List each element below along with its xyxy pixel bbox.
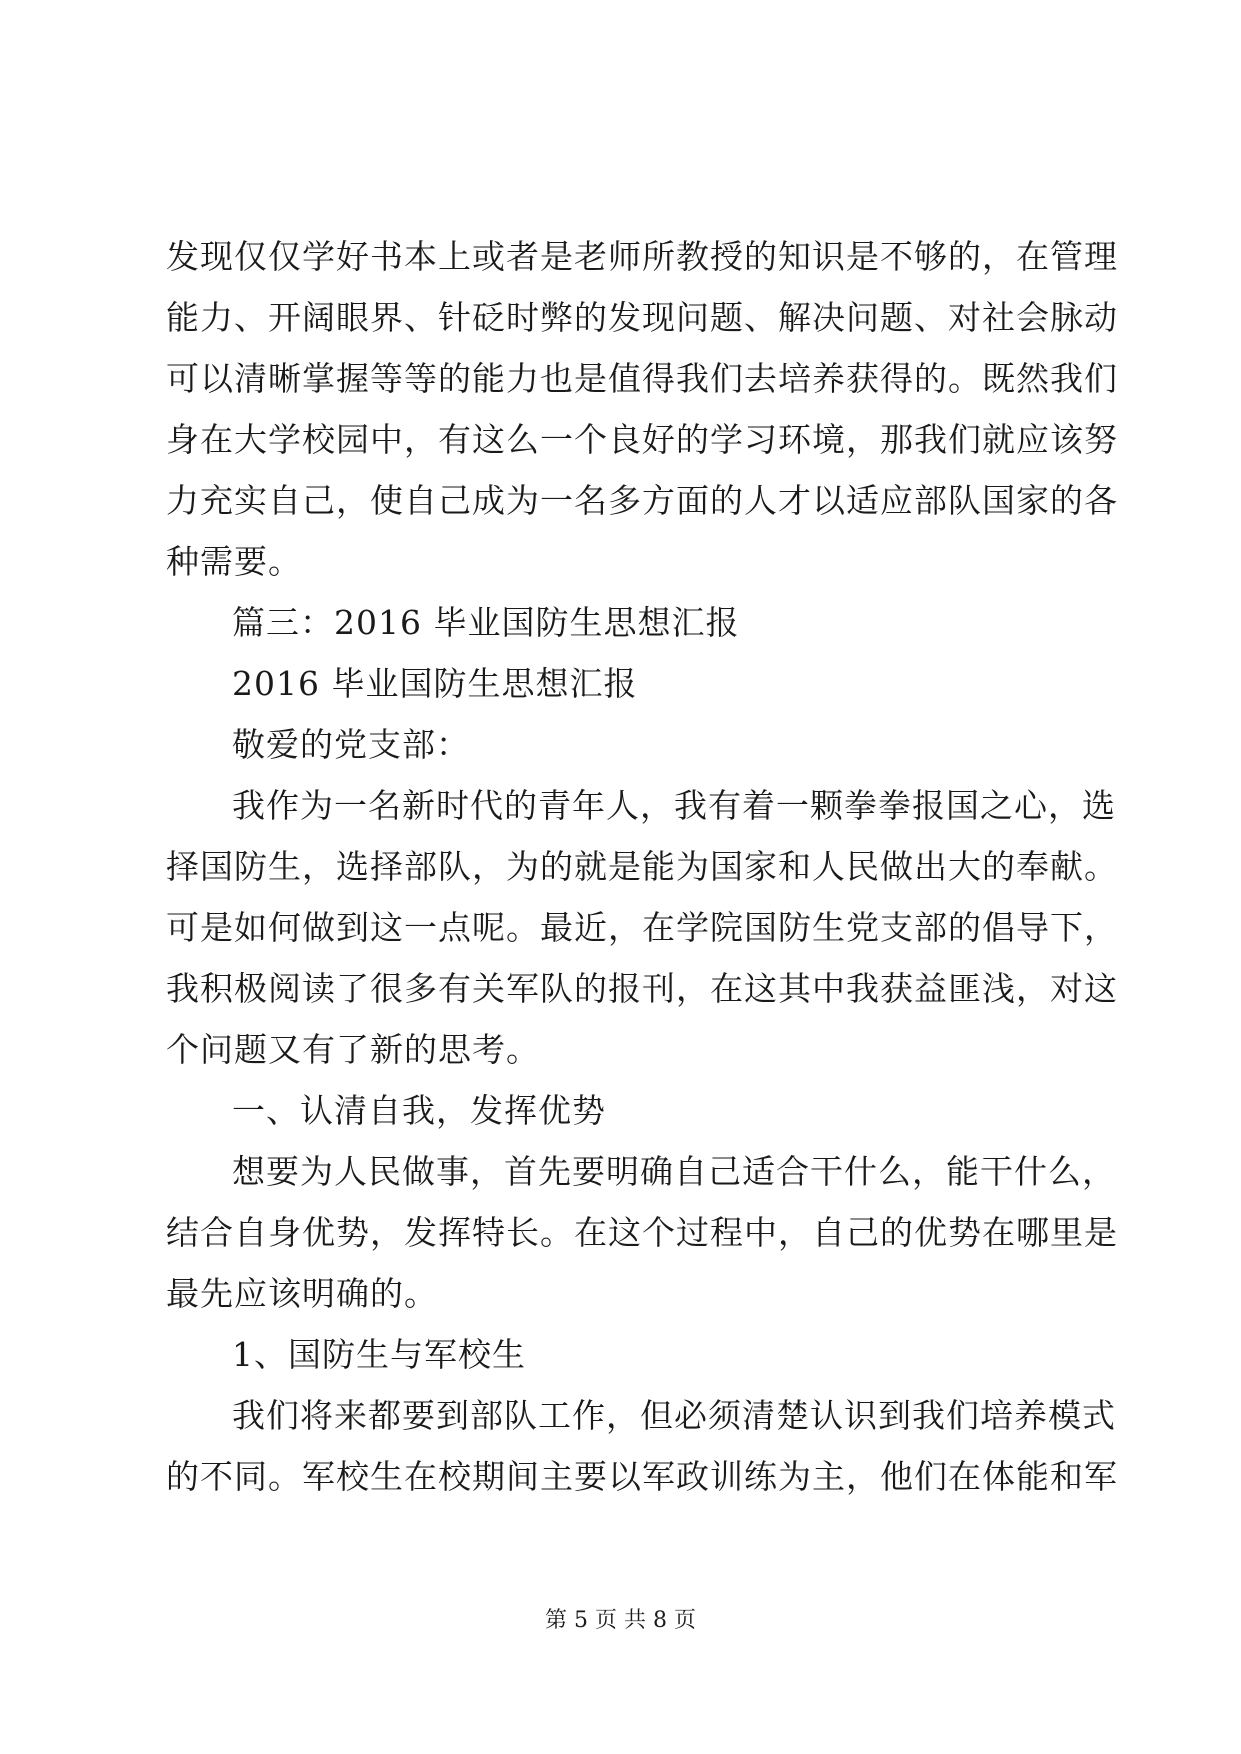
text-line: 的不同。军校生在校期间主要以军政训练为主，他们在体能和军 <box>166 1457 1118 1496</box>
subheading: 一、认清自我，发挥优势 <box>232 1091 606 1130</box>
page-footer: 第 5 页 共 8 页 <box>545 1608 696 1633</box>
section-heading: 篇三：2016 毕业国防生思想汇报 <box>232 603 740 642</box>
text-line: 想要为人民做事，首先要明确自己适合干什么，能干什么， <box>232 1152 1116 1191</box>
text-line: 能力、开阔眼界、针砭时弊的发现问题、解决问题、对社会脉动 <box>166 298 1118 337</box>
document-body <box>166 226 1118 1507</box>
text-line: 我积极阅读了很多有关军队的报刊，在这其中我获益匪浅，对这 <box>166 969 1118 1008</box>
text-line: 我作为一名新时代的青年人，我有着一颗拳拳报国之心，选 <box>232 786 1116 825</box>
text-line: 身在大学校园中，有这么一个良好的学习环境，那我们就应该努 <box>166 420 1118 459</box>
text-line: 个问题又有了新的思考。 <box>166 1030 540 1069</box>
text-line: 最先应该明确的。 <box>166 1274 438 1313</box>
text-line: 发现仅仅学好书本上或者是老师所教授的知识是不够的，在管理 <box>166 237 1118 276</box>
text-line: 择国防生，选择部队，为的就是能为国家和人民做出大的奉献。 <box>166 847 1118 886</box>
text-line: 种需要。 <box>166 542 302 581</box>
text-line: 我们将来都要到部队工作，但必须清楚认识到我们培养模式 <box>232 1396 1116 1435</box>
salutation: 敬爱的党支部： <box>232 725 470 764</box>
text-line: 结合自身优势，发挥特长。在这个过程中，自己的优势在哪里是 <box>166 1213 1118 1252</box>
report-title: 2016 毕业国防生思想汇报 <box>232 664 638 703</box>
text-line: 可以清晰掌握等等的能力也是值得我们去培养获得的。既然我们 <box>166 359 1118 398</box>
text-line: 力充实自己，使自己成为一名多方面的人才以适应部队国家的各 <box>166 481 1118 520</box>
subheading: 1、国防生与军校生 <box>232 1335 526 1374</box>
text-line: 可是如何做到这一点呢。最近，在学院国防生党支部的倡导下， <box>166 908 1118 947</box>
